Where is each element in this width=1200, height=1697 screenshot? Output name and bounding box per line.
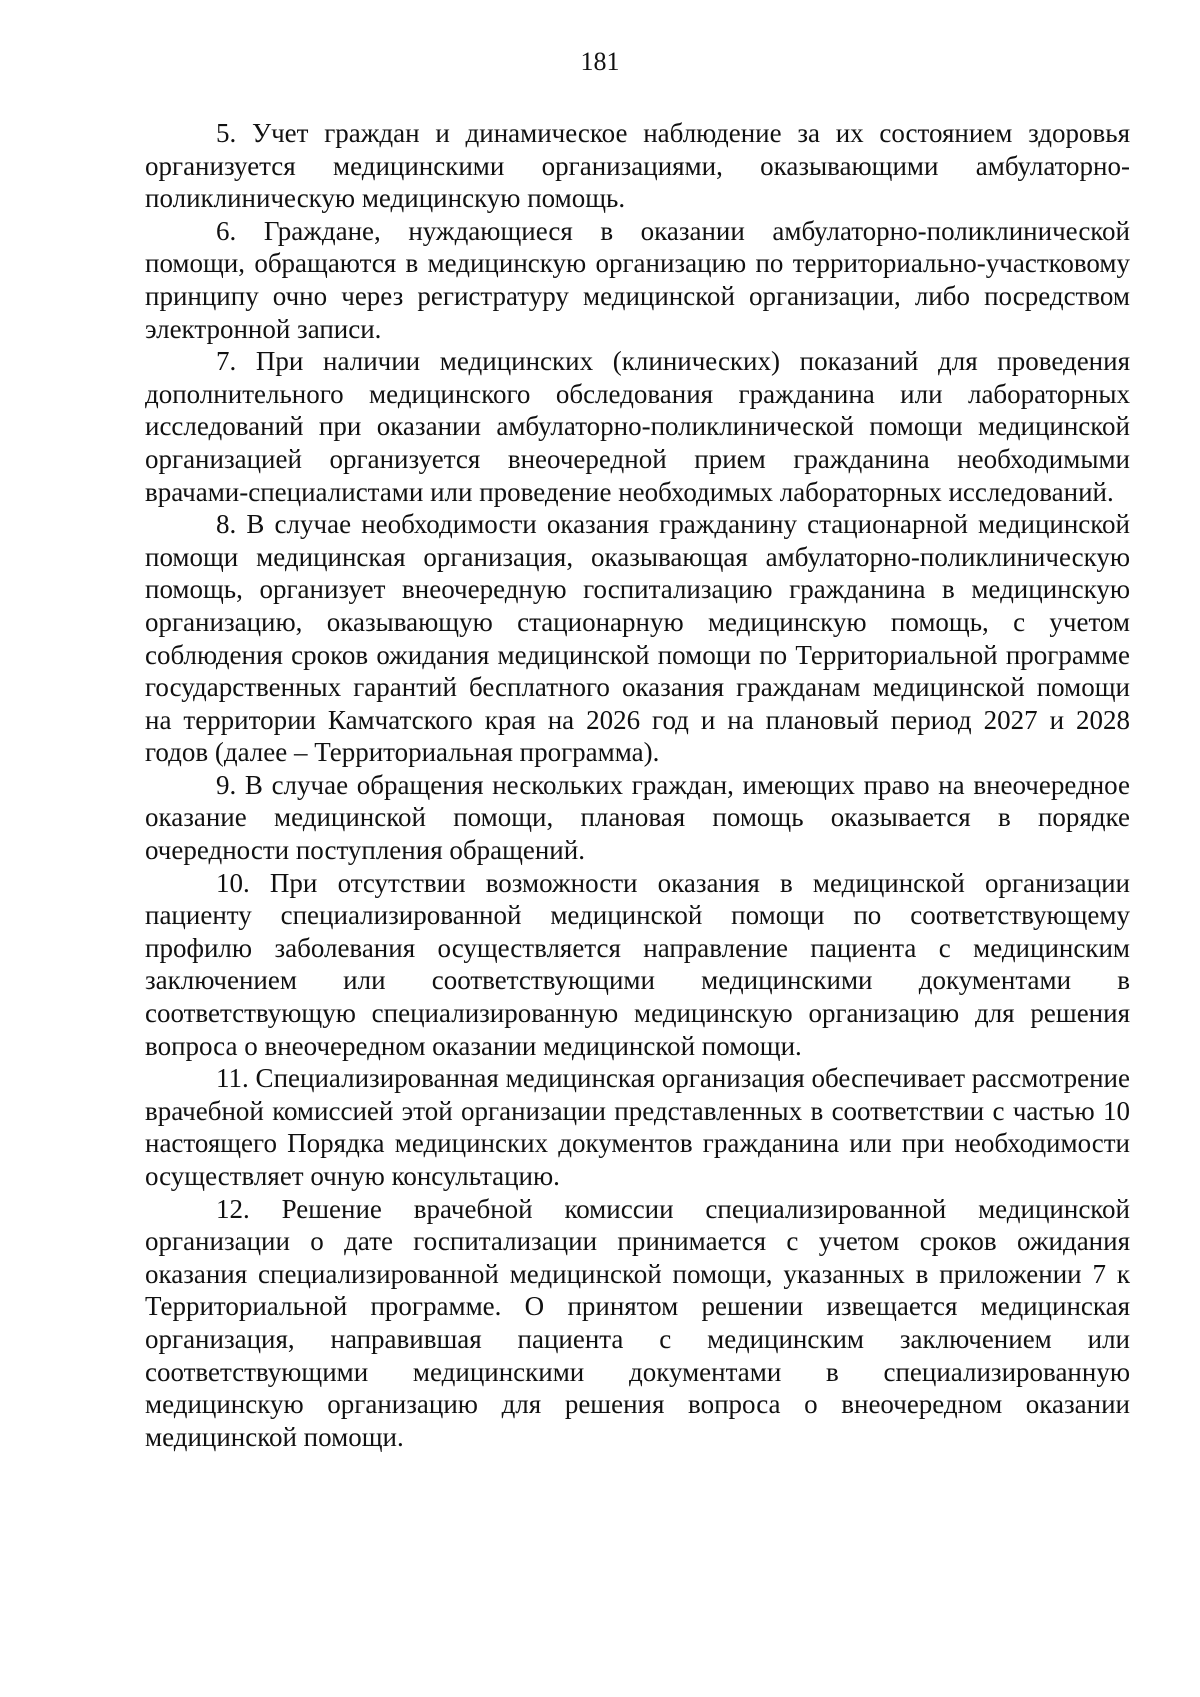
paragraph-9: 9. В случае обращения нескольких граждан, имеющих право на внеочередное оказание медицинской помощи, плановая помощь оказывается в порядке очередности поступления обращений. <box>145 769 1130 866</box>
paragraph-7: 7. При наличии медицинских (клинических) показаний для проведения дополнительного медицинского обследования гражданина или лабораторных исследований при оказании амбулаторно-поликлинической помощи медицинской организацией организуется внеочередной прием гражданина необходимыми врачами-специалистами или проведение необходимых лабораторных исследований. <box>145 346 1130 507</box>
document-body <box>145 117 1130 1453</box>
paragraph-10: 10. При отсутствии возможности оказания в медицинской организации пациенту специализированной медицинской помощи по соответствующему профилю заболевания осуществляется направление пациента с медицинским заключением или соответствующими медицинскими документами в соответствующую специализированную медицинскую организацию для решения вопроса о внеочередном оказании медицинской помощи. <box>145 867 1130 1061</box>
paragraph-6: 6. Граждане, нуждающиеся в оказании амбулаторно-поликлинической помощи, обращаются в медицинскую организацию по территориально-участковому принципу очно через регистратуру медицинской организации, либо посредством электронной записи. <box>145 215 1130 344</box>
page-number: 181 <box>580 47 620 76</box>
paragraph-5: 5. Учет граждан и динамическое наблюдение за их состоянием здоровья организуется медицинскими организациями, оказывающими амбулаторно-поликлиническую медицинскую помощь. <box>145 118 1130 214</box>
paragraph-8: 8. В случае необходимости оказания гражданину стационарной медицинской помощи медицинская организация, оказывающая амбулаторно-поликлиническую помощь, организует внеочередную госпитализацию гражданина в медицинскую организацию, оказывающую стационарную медицинскую помощь, с учетом соблюдения сроков ожидания медицинской помощи по Территориальной программе государственных гарантий бесплатного оказания гражданам медицинской помощи на территории Камчатского края на 2026 год и на плановый период 2027 и 2028 годов (далее – Территориальная программа). <box>145 509 1130 768</box>
paragraph-12: 12. Решение врачебной комиссии специализированной медицинской организации о дате госпитализации принимается с учетом сроков ожидания оказания специализированной медицинской помощи, указанных в приложении 7 к Территориальной программе. О принятом решении извещается медицинская организация, направившая пациента с медицинским заключением или соответствующими медицинскими документами в специализированную медицинскую организацию для решения вопроса о внеочередном оказании медицинской помощи. <box>145 1193 1130 1452</box>
paragraph-11: 11. Специализированная медицинская организация обеспечивает рассмотрение врачебной комиссией этой организации представленных в соответствии с частью 10 настоящего Порядка медицинских документов гражданина или при необходимости осуществляет очную консультацию. <box>145 1063 1130 1191</box>
